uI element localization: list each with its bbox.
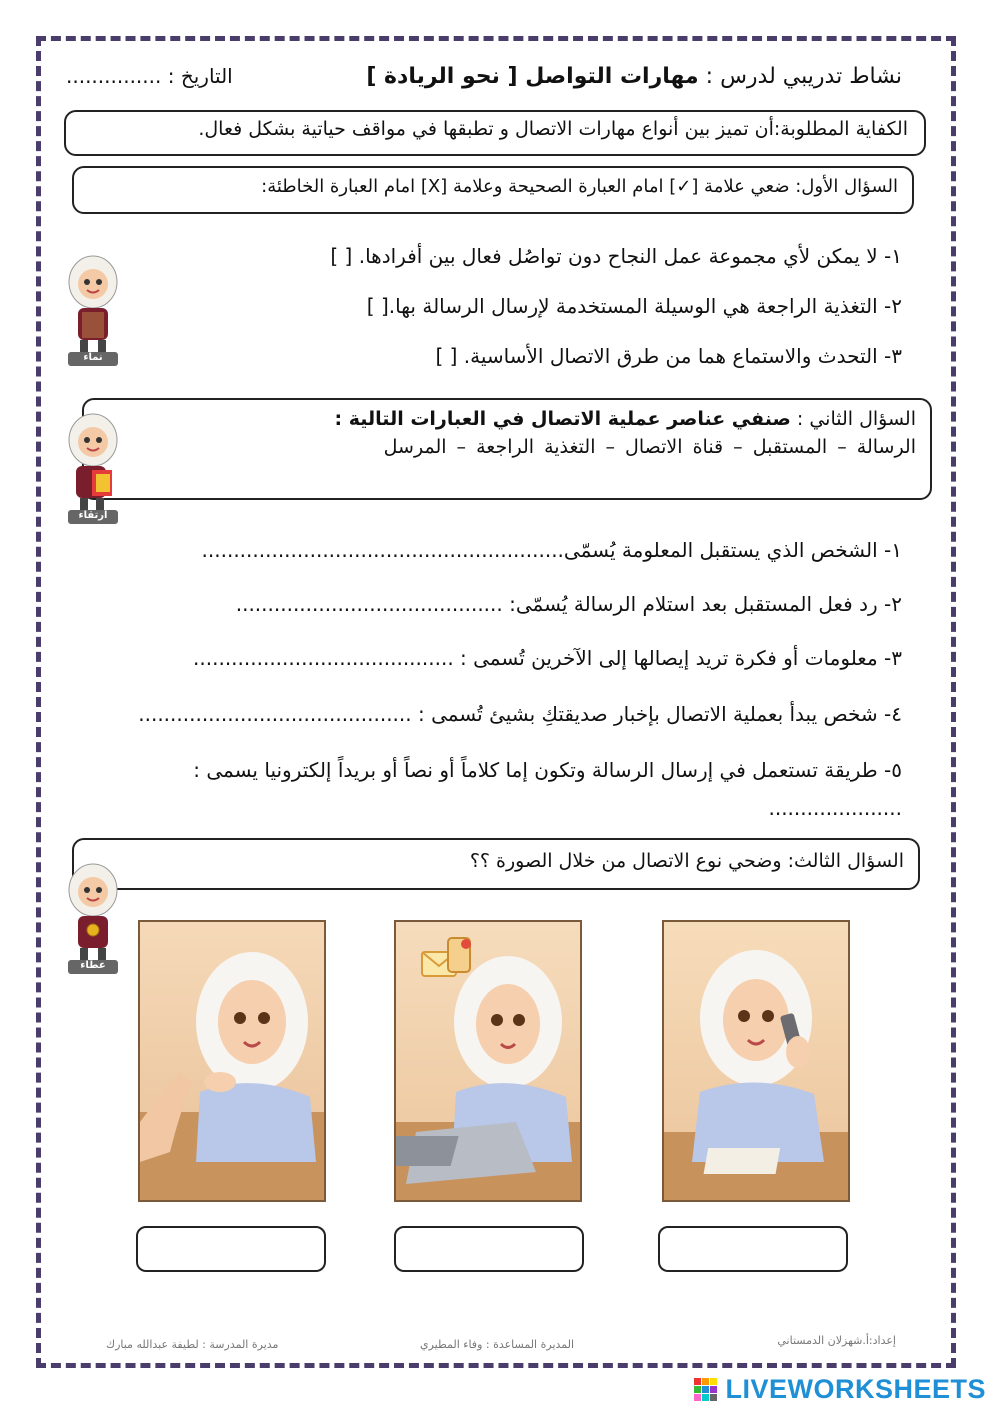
mascot-irtiqa <box>58 410 128 528</box>
girl-sign-language-illustration <box>140 922 324 1200</box>
page-title: نشاط تدريبي لدرس : مهارات التواصل [ نحو الريادة ] <box>366 64 902 89</box>
q2-item-5-blank[interactable]: ..................... <box>768 796 902 820</box>
mascot-label: نماء <box>83 352 103 363</box>
photo-email-laptop <box>394 920 582 1202</box>
question-1-heading: السؤال الأول: ضعي علامة [✓] امام العبارة الصحيحة وعلامة [X] امام العبارة الخاطئة: <box>72 166 914 214</box>
q1-item-1[interactable]: ١- لا يمكن لأي مجموعة عمل النجاح دون تواصُل فعال بين أفرادها. [ ] <box>330 244 902 268</box>
mascot-label: ارتقاء <box>78 510 108 521</box>
date-field[interactable]: التاريخ : ............... <box>66 64 233 88</box>
footer-assistant: المديرة المساعدة : وفاء المطيري <box>420 1338 575 1351</box>
brand-wordmark: LIVEWORKSHEETS <box>725 1374 986 1404</box>
answer-box-2[interactable] <box>394 1226 584 1272</box>
mascot-nama <box>58 252 128 370</box>
answer-box-3[interactable] <box>658 1226 848 1272</box>
girl-phone-call-illustration <box>664 922 848 1200</box>
q2-item-1[interactable]: ١- الشخص الذي يستقبل المعلومة يُسمّى......................................................... <box>201 538 902 562</box>
q2-heading-bold: صنفي عناصر عملية الاتصال في العبارات التالية : <box>334 408 791 430</box>
mascot-ataa <box>58 860 128 978</box>
girl-laptop-email-illustration <box>396 922 580 1200</box>
q2-item-5[interactable]: ٥- طريقة تستعمل في إرسال الرسالة وتكون إما كلاماً أو نصاً أو بريداً إلكترونيا يسمى : <box>193 758 902 782</box>
question-3-heading: السؤال الثالث: وضحي نوع الاتصال من خلال الصورة ؟؟ <box>72 838 920 890</box>
photo-sign-language <box>138 920 326 1202</box>
q2-word-bank: الرسالة – المستقبل – قناة الاتصال – التغذية الراجعة – المرسل <box>383 436 916 458</box>
q2-item-3[interactable]: ٣- معلومات أو فكرة تريد إيصالها إلى الآخرين تُسمى : ......................................... <box>193 646 902 670</box>
q2-item-2[interactable]: ٢- رد فعل المستقبل بعد استلام الرسالة يُسمّى: .......................................... <box>235 592 902 616</box>
competency-box <box>64 110 926 156</box>
competency-text: الكفاية المطلوبة:أن تميز بين أنواع مهارات الاتصال و تطبقها في مواقف حياتية بشكل فعال. <box>198 118 908 140</box>
footer-prepared: إعداد:أ.شهزلان الدمستاني <box>777 1334 896 1347</box>
q1-item-2[interactable]: ٢- التغذية الراجعة هي الوسيلة المستخدمة لإرسال الرسالة بها.[ ] <box>366 294 902 318</box>
answer-box-1[interactable] <box>136 1226 326 1272</box>
footer-principal: مديرة المدرسة : لطيفة عبدالله مبارك <box>106 1338 279 1351</box>
q2-item-4[interactable]: ٤- شخص يبدأ بعملية الاتصال بإخبار صديقتكِ بشيئ تُسمى : ........................................... <box>138 702 902 726</box>
photo-phone-call <box>662 920 850 1202</box>
question-2-heading <box>82 398 932 500</box>
mascot-label: عطاء <box>80 960 106 971</box>
q2-heading-prefix: السؤال الثاني : <box>796 408 916 430</box>
q1-item-3[interactable]: ٣- التحدث والاستماع هما من طرق الاتصال الأساسية. [ ] <box>435 344 902 368</box>
liveworksheets-logo-icon <box>694 1378 718 1402</box>
